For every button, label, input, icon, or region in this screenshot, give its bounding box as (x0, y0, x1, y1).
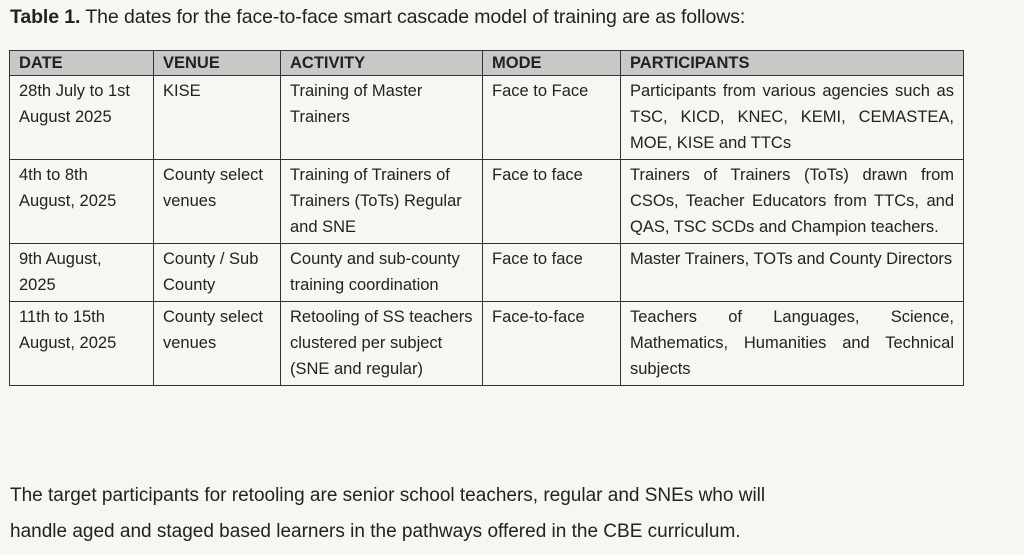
caption-label: Table 1. (10, 6, 81, 28)
cell-mode: Face to Face (483, 76, 621, 160)
cell-venue: KISE (154, 76, 281, 160)
table-header-row (10, 51, 964, 76)
cell-date (10, 302, 154, 386)
cell-date (10, 76, 154, 160)
paragraph-line: handle aged and staged based learners in the pathways offered in the CBE curriculum. (10, 521, 741, 542)
date-line: August 2025 (19, 108, 112, 126)
body-paragraph (10, 478, 890, 550)
training-schedule-table (9, 50, 964, 386)
cell-venue: County / Sub County (154, 244, 281, 302)
table-row (10, 302, 964, 386)
date-line: 2025 (19, 276, 56, 294)
header-activity: ACTIVITY (281, 51, 483, 76)
date-line: 11th to 15th (19, 308, 105, 326)
cell-participants: Participants from various agencies such as TSC, KICD, KNEC, KEMI, CEMASTEA, MOE, KISE and TTCs (621, 76, 964, 160)
cell-mode: Face to face (483, 244, 621, 302)
table-row (10, 244, 964, 302)
cell-participants: Teachers of Languages, Science, Mathematics, Humanities and Technical subjects (621, 302, 964, 386)
table-caption (10, 6, 745, 29)
cell-venue: County select venues (154, 160, 281, 244)
date-line: 9th August, (19, 250, 102, 268)
table-row (10, 160, 964, 244)
cell-date (10, 160, 154, 244)
cell-activity: Retooling of SS teachers clustered per subject (SNE and regular) (281, 302, 483, 386)
cell-participants: Master Trainers, TOTs and County Directors (621, 244, 964, 302)
header-mode: MODE (483, 51, 621, 76)
date-line: 4th to 8th (19, 166, 88, 184)
cell-venue: County select venues (154, 302, 281, 386)
cell-date (10, 244, 154, 302)
paragraph-line: The target participants for retooling are senior school teachers, regular and SNEs who will (10, 485, 766, 506)
date-line: August, 2025 (19, 334, 117, 352)
table-row (10, 76, 964, 160)
cell-mode: Face to face (483, 160, 621, 244)
header-venue: VENUE (154, 51, 281, 76)
date-line: 28th July to 1st (19, 82, 130, 100)
header-participants: PARTICIPANTS (621, 51, 964, 76)
date-line: August, 2025 (19, 192, 117, 210)
cell-participants: Trainers of Trainers (ToTs) drawn from CSOs, Teacher Educators from TTCs, and QAS, TSC SCDs and Champion teachers. (621, 160, 964, 244)
cell-activity: Training of Trainers of Trainers (ToTs) Regular and SNE (281, 160, 483, 244)
cell-activity: Training of Master Trainers (281, 76, 483, 160)
cell-mode: Face-to-face (483, 302, 621, 386)
caption-text: The dates for the face-to-face smart cascade model of training are as follows: (85, 6, 746, 28)
cell-activity: County and sub-county training coordination (281, 244, 483, 302)
header-date: DATE (10, 51, 154, 76)
